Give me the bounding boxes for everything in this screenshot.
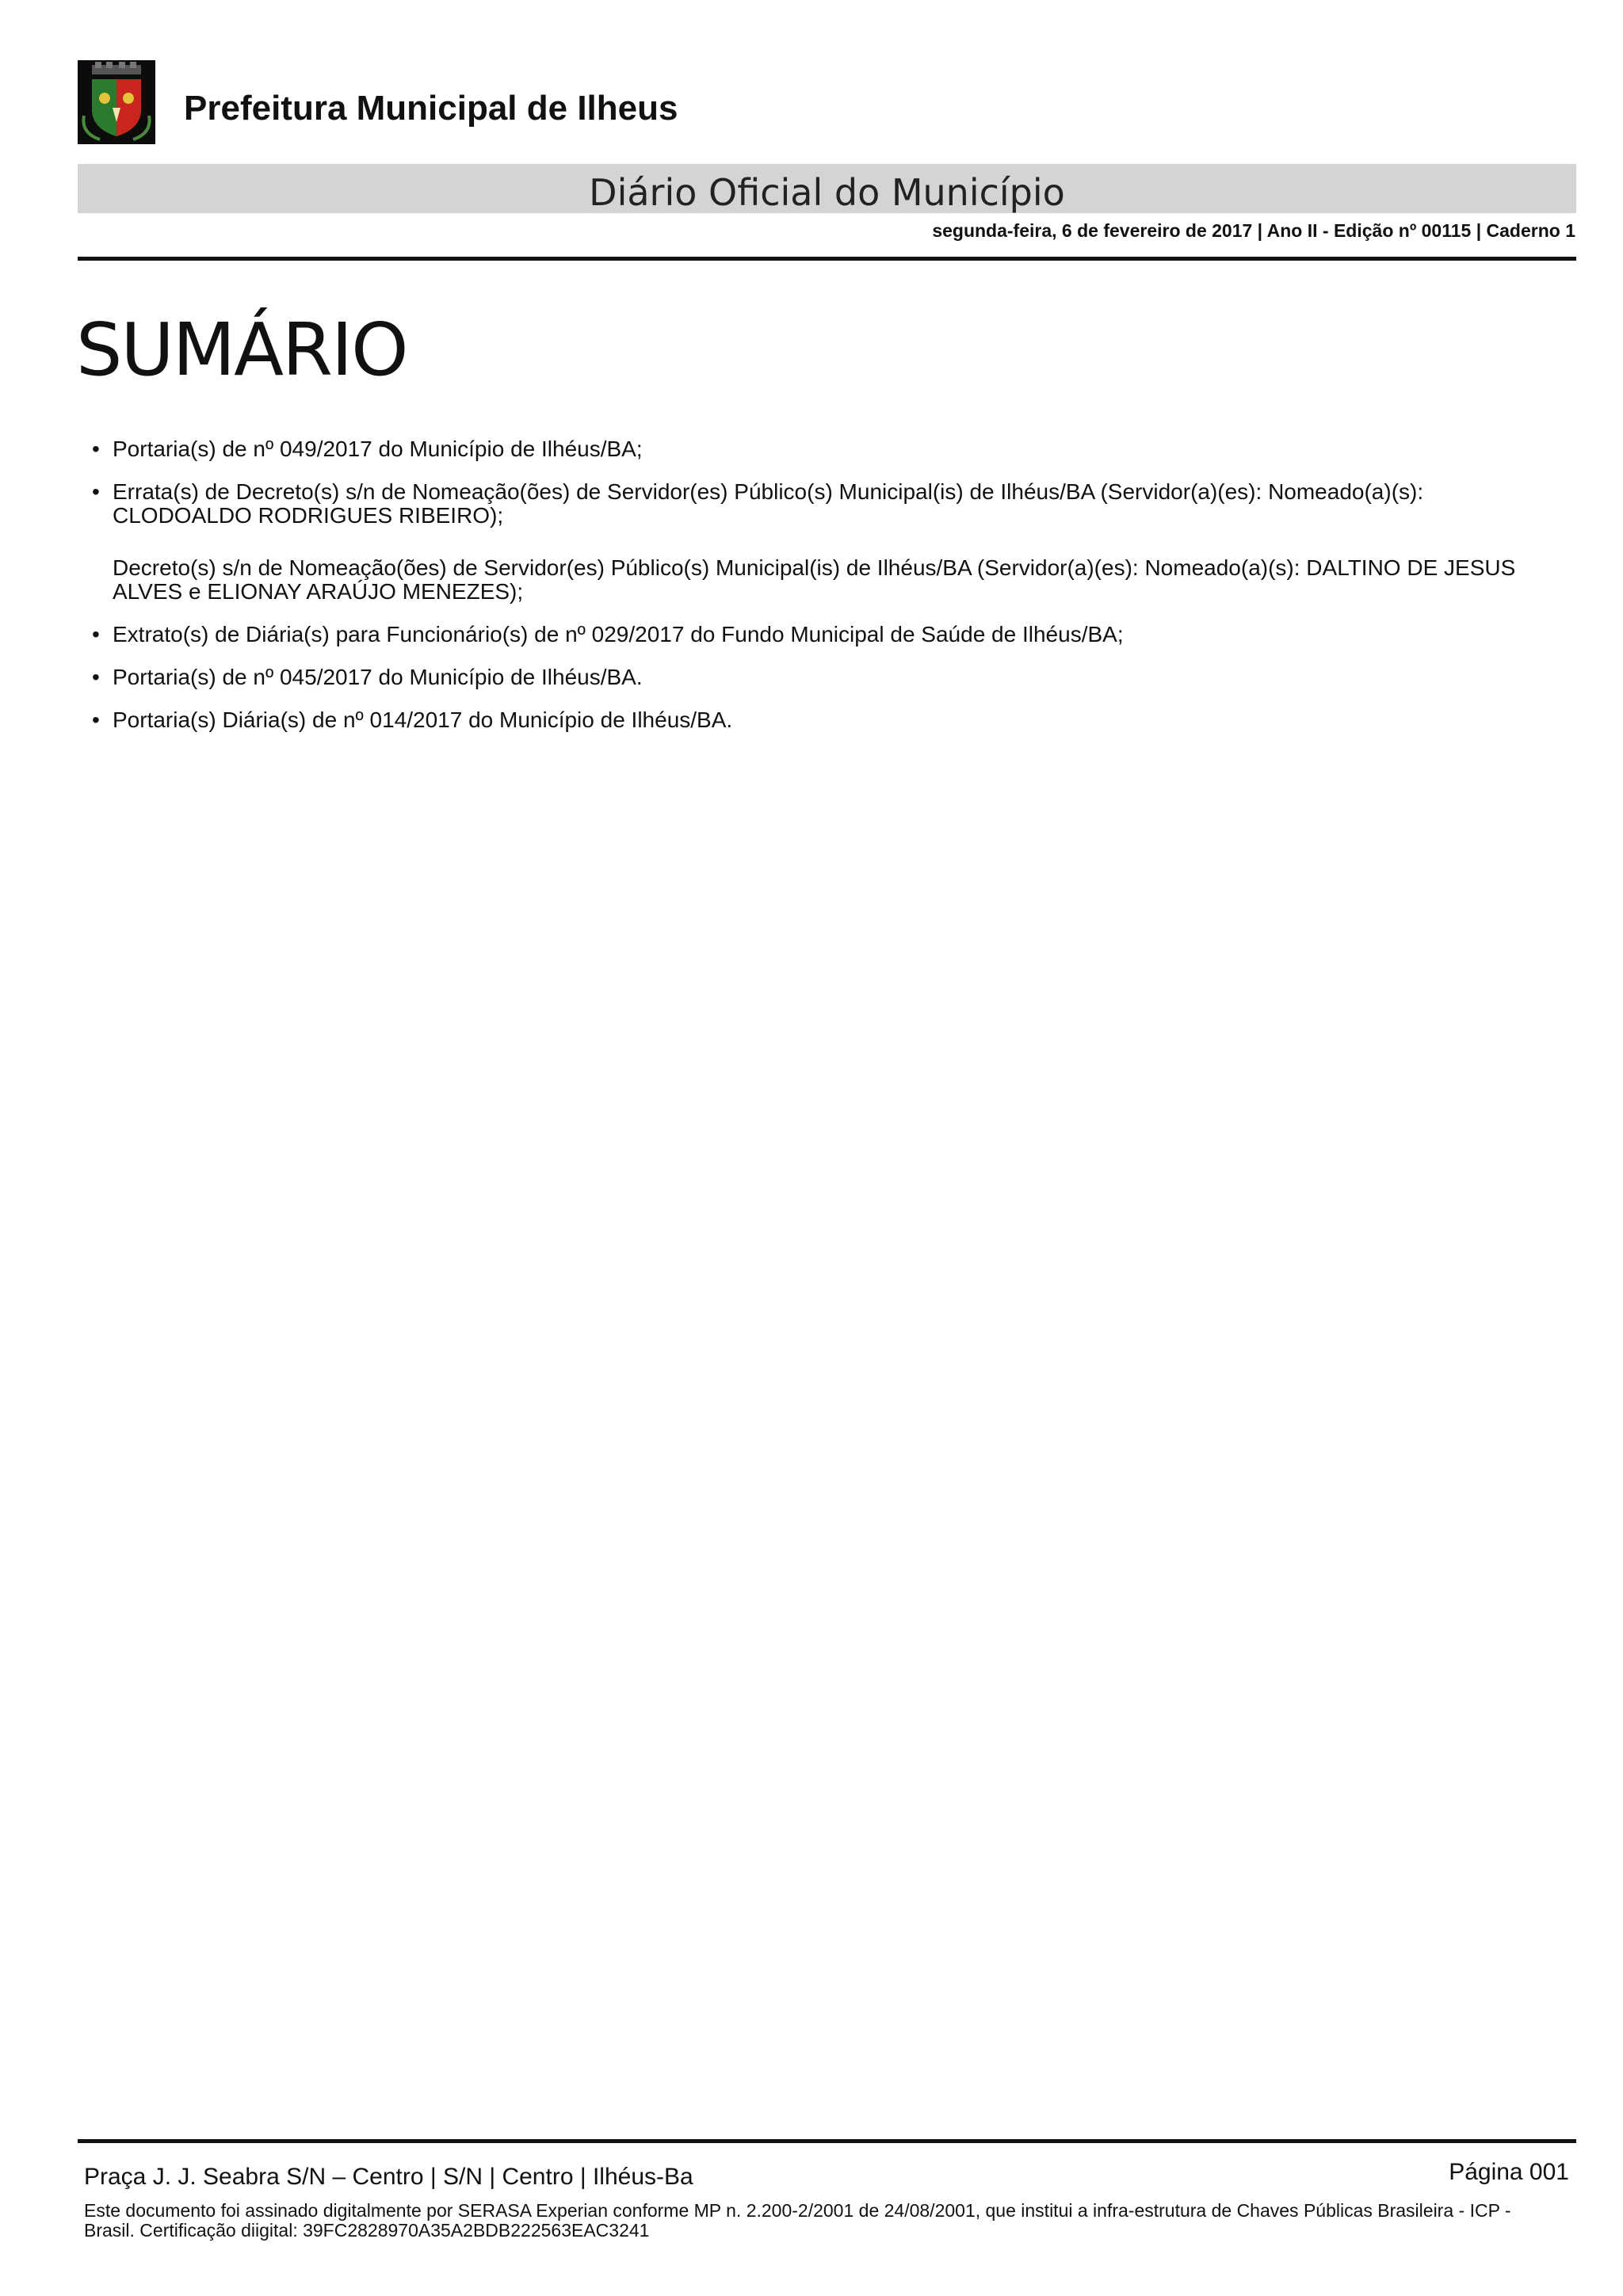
footer-address: Praça J. J. Seabra S/N – Centro | S/N | Centro | Ilhéus-Ba — [84, 2164, 693, 2190]
summary-item — [87, 708, 1561, 732]
gazette-title: Diário Oficial do Município — [589, 171, 1065, 214]
municipal-coat-of-arms-icon — [78, 60, 155, 144]
gazette-band — [78, 164, 1576, 213]
footer-divider — [78, 2139, 1576, 2143]
summary-item-text: Errata(s) de Decreto(s) s/n de Nomeação(ões) de Servidor(es) Público(s) Municipal(is) de Ilhéus/BA (Servidor(a)(es): Nomeado(a)(s): CLODOALDO RODRIGUES RIBEIRO); — [113, 479, 1424, 528]
bullet-icon: • — [92, 707, 100, 732]
org-name: Prefeitura Municipal de Ilheus — [184, 89, 678, 128]
bullet-icon: • — [92, 437, 100, 461]
summary-item-text: Extrato(s) de Diária(s) para Funcionário(s) de nº 029/2017 do Fundo Municipal de Saúde de Ilhéus/BA; — [113, 622, 1124, 646]
summary-item-text: Portaria(s) de nº 049/2017 do Município de Ilhéus/BA; — [113, 437, 643, 461]
summary-item — [87, 623, 1561, 646]
page-number: Página 001 — [1449, 2159, 1569, 2185]
bullet-icon: • — [92, 622, 100, 646]
summary-item-continuation: Decreto(s) s/n de Nomeação(ões) de Servidor(es) Público(s) Municipal(is) de Ilhéus/BA (Servidor(a)(es): Nomeado(a)(s): DALTINO DE JESUS ALVES e ELIONAY ARAÚJO MENEZES); — [113, 555, 1516, 604]
summary-item — [87, 437, 1561, 461]
bullet-icon: • — [92, 479, 100, 504]
digital-signature-note: Este documento foi assinado digitalmente por SERASA Experian conforme MP n. 2.200-2/2001 de 24/08/2001, que institui a infra-estrutura de Chaves Públicas Brasileira - ICP - Brasil. Certificação diigital: 39FC2828970A35A2BDB222563EAC3241 — [84, 2200, 1511, 2241]
bullet-icon: • — [92, 665, 100, 689]
summary-item-text: Portaria(s) de nº 045/2017 do Município de Ilhéus/BA. — [113, 665, 643, 689]
summary-item — [87, 666, 1561, 689]
summary-item-text: Portaria(s) Diária(s) de nº 014/2017 do Município de Ilhéus/BA. — [113, 707, 733, 732]
summary-item — [87, 480, 1561, 604]
edition-line: segunda-feira, 6 de fevereiro de 2017 | Ano II - Edição nº 00115 | Caderno 1 — [932, 220, 1575, 241]
summary-heading: SUMÁRIO — [76, 307, 407, 392]
summary-list — [87, 437, 1561, 751]
header-divider — [78, 257, 1576, 261]
